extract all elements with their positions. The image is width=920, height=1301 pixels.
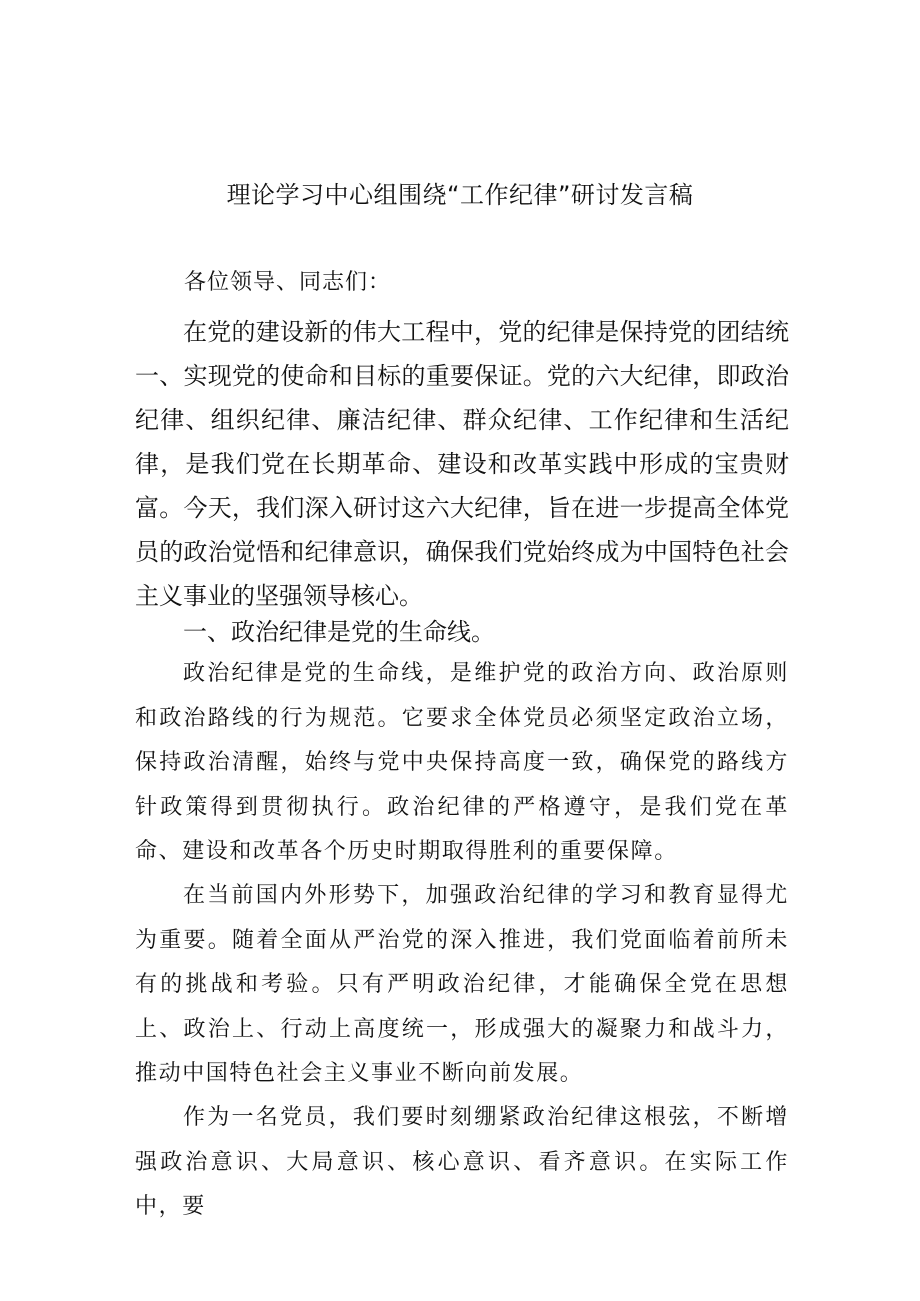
section-1-paragraph-1: 政治纪律是党的生命线，是维护党的政治方向、政治原则和政治路线的行为规范。它要求全体党员必须坚定政治立场，保持政治清醒，始终与党中央保持高度一致，确保党的路线方针政策得到贯彻执行。政治纪律的严格遵守，是我们党在革命、建设和改革各个历史时期取得胜利的重要保障。 — [135, 661, 789, 864]
section-1-paragraph-3: 作为一名党员，我们要时刻绷紧政治纪律这根弦，不断增强政治意识、大局意识、核心意识、看齐意识。在实际工作中，要 — [135, 1105, 789, 1219]
greeting: 各位领导、同志们： — [184, 270, 392, 295]
section-1-paragraph-2: 在当前国内外形势下，加强政治纪律的学习和教育显得尤为重要。随着全面从严治党的深入推进，我们党面临着前所未有的挑战和考验。只有严明政治纪律，才能确保全党在思想上、政治上、行动上高度统一，形成强大的凝聚力和战斗力，推动中国特色社会主义事业不断向前发展。 — [135, 883, 789, 1086]
section-1-heading: 一、政治纪律是党的生命线。 — [183, 618, 495, 646]
intro-paragraph: 在党的建设新的伟大工程中，党的纪律是保持党的团结统一、实现党的使命和目标的重要保证。党的六大纪律，即政治纪律、组织纪律、廉洁纪律、群众纪律、工作纪律和生活纪律，是我们党在长期革命、建设和改革实践中形成的宝贵财富。今天，我们深入研讨这六大纪律，旨在进一步提高全体党员的政治觉悟和纪律意识，确保我们党始终成为中国特色社会主义事业的坚强领导核心。 — [135, 318, 789, 610]
document-title: 理论学习中心组围绕“工作纪律”研讨发言稿 — [226, 181, 694, 209]
